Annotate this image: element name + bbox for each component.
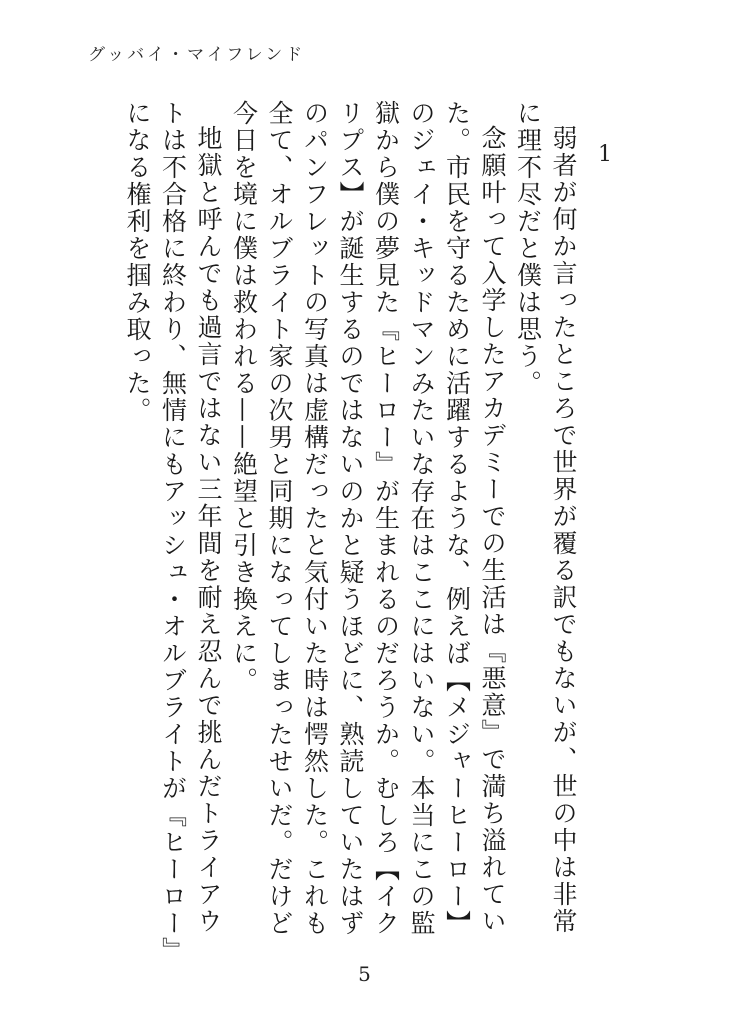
paragraph-3: 地獄と呼んでも過言ではない三年間を耐え忍んで挑んだトライアウトは不合格に終わり、無情にもアッシュ・オルブライトが『ヒーロー』になる権利を掴み取った。: [123, 100, 223, 952]
chapter-number: 1: [598, 142, 612, 167]
body-text: [120, 100, 582, 960]
paragraph-1: 弱者が何か言ったところで世界が覆る訳でもないが、世の中は非常に理不尽だと僕は思う。: [513, 100, 578, 935]
page-number: 5: [358, 962, 371, 986]
running-head: グッバイ・マイフレンド: [88, 45, 306, 65]
paragraph-2: 念願叶って入学したアカデミーでの生活は『悪意』で満ち溢れていた。市民を守るために活躍するような、例えば【メジャーヒーロー】のジェイ・キッドマンみたいな存在はここにはいない。本当にこの監獄から僕の夢見た『ヒーロー』が生まれるのだろうか。むしろ【イクリプス】が誕生するのではないのかと疑うほどに、熟読していたはずのパンフレットの写真は虚構だったと気付いた時は愕然した。これも全て、オルブライト家の次男と同期になってしまったせいだ。だけど今日を境に僕は救われる——絶望と引き換えに。: [229, 100, 507, 937]
